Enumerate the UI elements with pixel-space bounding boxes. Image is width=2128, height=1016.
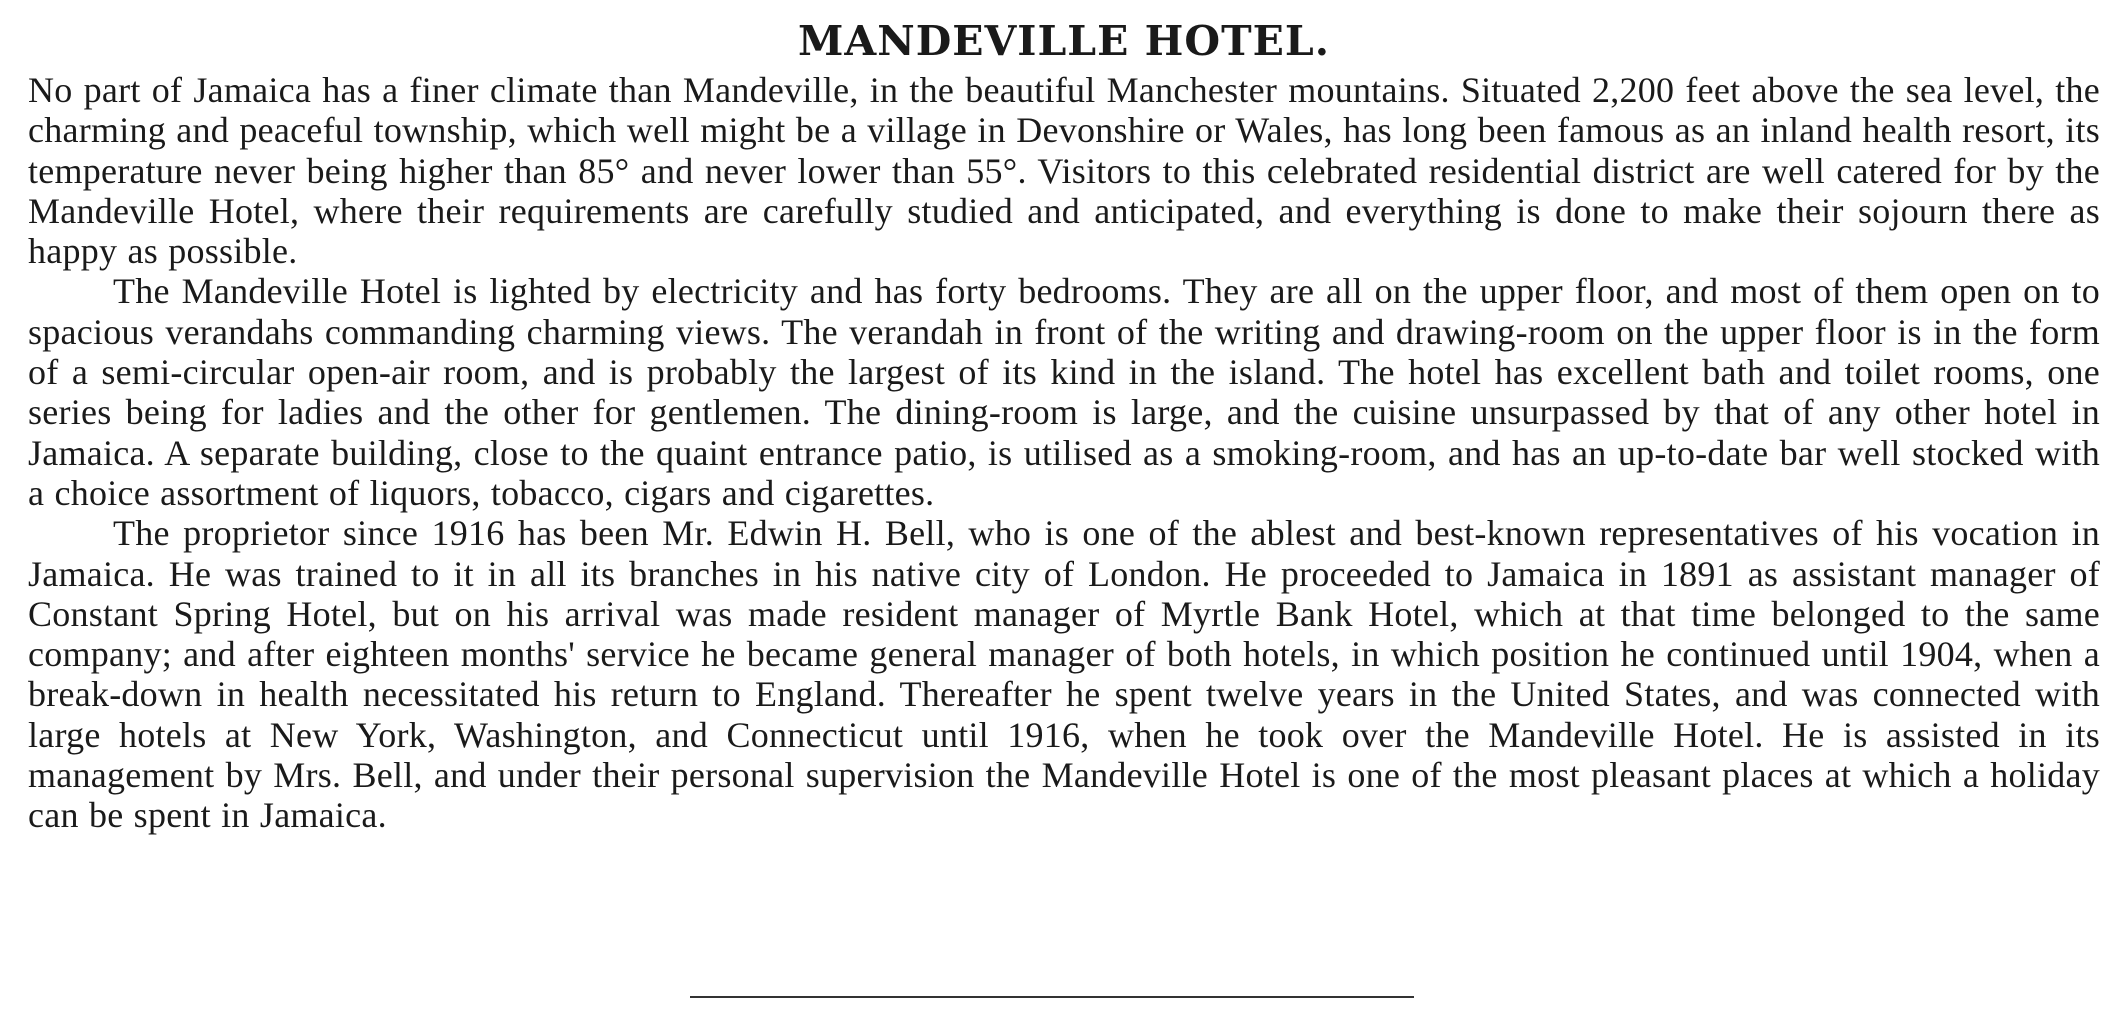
page-title: MANDEVILLE HOTEL. [798, 17, 1330, 65]
paragraph-proprietor: The proprietor since 1916 has been Mr. Edwin H. Bell, who is one of the ablest and best-known representatives of his vocation in Jamaica. He was trained to it in all its branches in his native city of London. He proceeded to Jamaica in 1891 as assistant manager of Constant Spring Hotel, but on his arrival was made resident manager of Myrtle Bank Hotel, which at that time belonged to the same company; and after eighteen months' service he became general manager of both hotels, in which position he continued until 1904, when a break-down in health necessitated his return to England. Thereafter he spent twelve years in the United States, and was connected with large hotels at New York, Washington, and Connecticut until 1916, when he took over the Mandeville Hotel. He is assisted in its management by Mrs. Bell, and under their personal supervision the Mandeville Hotel is one of the most pleasant places at which a holiday can be spent in Jamaica. [28, 513, 2100, 836]
paragraph-hotel-facilities: The Mandeville Hotel is lighted by electricity and has forty bedrooms. They are all on the upper floor, and most of them open on to spacious verandahs commanding charming views. The verandah in front of the writing and drawing-room on the upper floor is in the form of a semi-circular open-air room, and is probably the largest of its kind in the island. The hotel has excellent bath and toilet rooms, one series being for ladies and the other for gentlemen. The dining-room is large, and the cuisine unsurpassed by that of any other hotel in Jamaica. A separate building, close to the quaint entrance patio, is utilised as a smoking-room, and has an up-to-date bar well stocked with a choice assortment of liquors, tobacco, cigars and cigarettes. [28, 271, 2100, 513]
document-page [28, 14, 2100, 836]
section-divider [690, 996, 1414, 998]
paragraph-climate: No part of Jamaica has a finer climate than Mandeville, in the beautiful Manchester mountains. Situated 2,200 feet above the sea level, the charming and peaceful township, which well might be a village in Devonshire or Wales, has long been famous as an inland health resort, its temperature never being higher than 85° and never lower than 55°. Visitors to this celebrated residential district are well catered for by the Mandeville Hotel, where their requirements are carefully studied and anticipated, and everything is done to make their sojourn there as happy as possible. [28, 70, 2100, 272]
